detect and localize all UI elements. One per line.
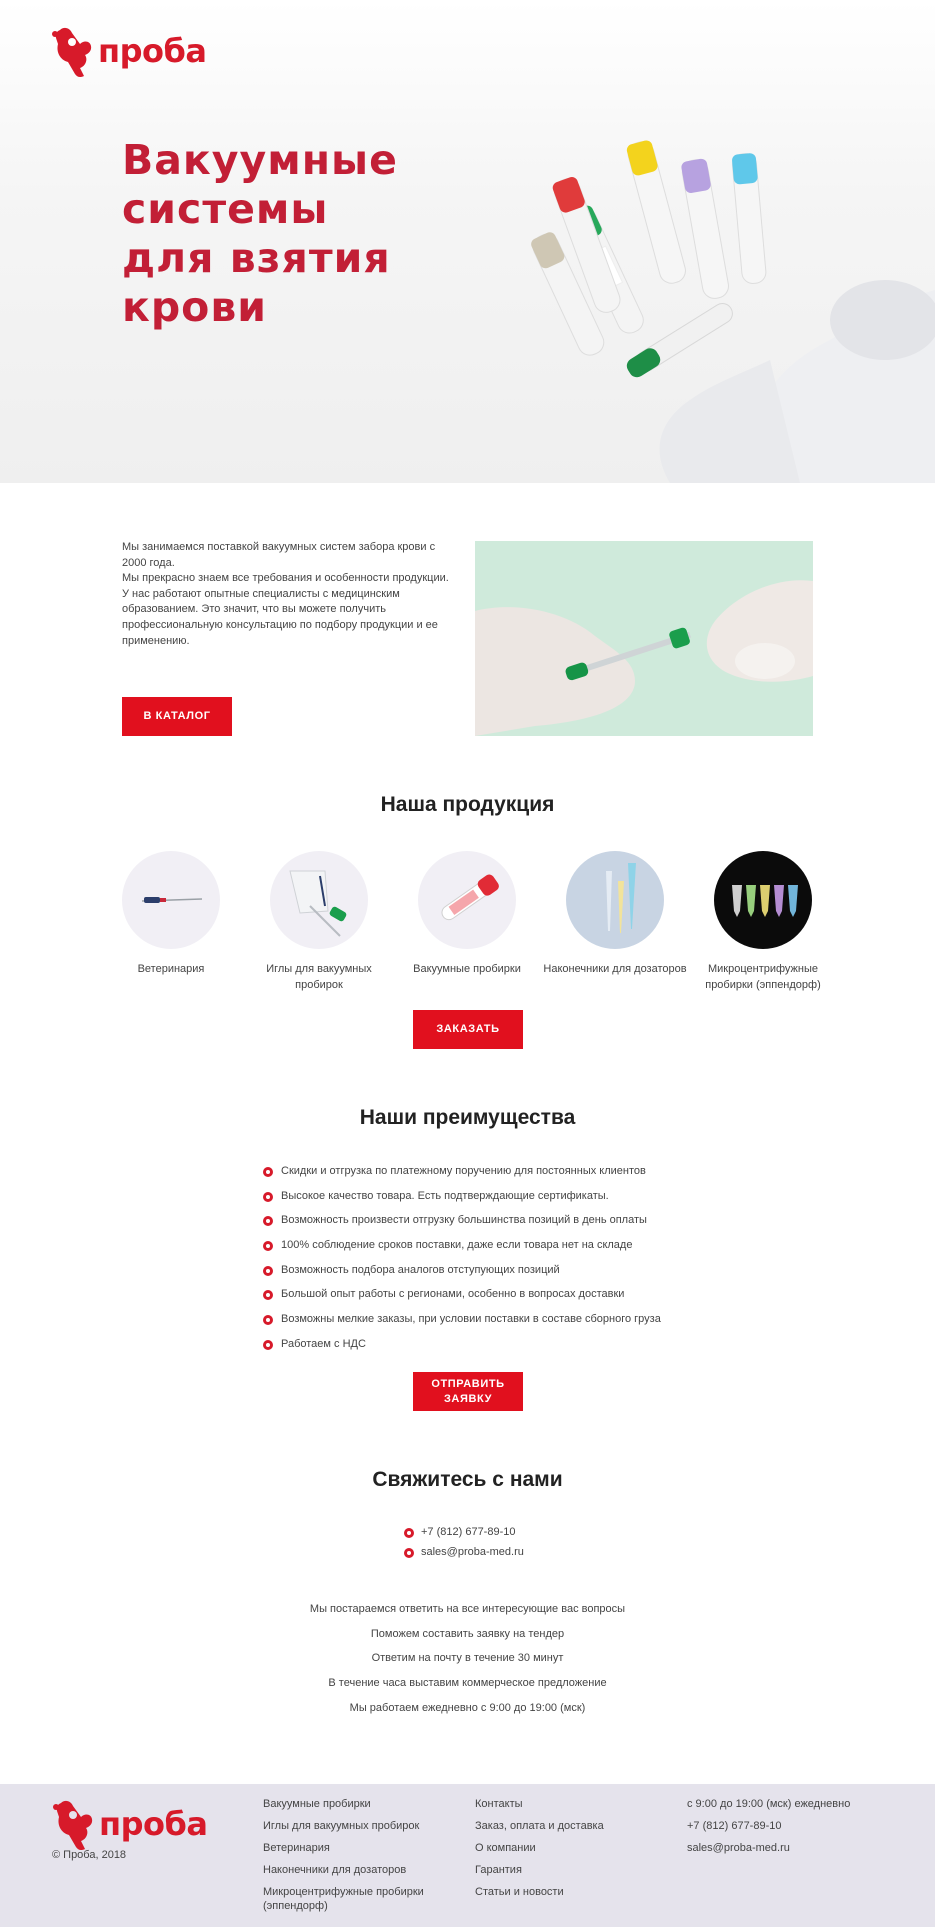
advantages-list [263, 1163, 723, 1361]
product-image [122, 851, 220, 949]
hero-section [0, 0, 935, 483]
catalog-button[interactable]: В КАТАЛОГ [122, 697, 232, 736]
bullet-icon [263, 1340, 273, 1350]
footer-logo[interactable] [51, 1797, 207, 1851]
info-line: Поможем составить заявку на тендер [370, 1627, 565, 1640]
hand-logo-icon [50, 24, 96, 78]
product-item[interactable] [540, 851, 690, 977]
footer-link[interactable]: Ветеринария [263, 1842, 330, 1854]
email-link[interactable]: sales@proba-med.ru [404, 1544, 604, 1564]
hero-title-line: для взятия [122, 234, 391, 282]
intro-paragraph: У нас работают опытные специалисты с медицинским образованием. Это значит, что вы можете получить профессиональную консультацию по подбору продукции и ее применению. [122, 587, 438, 647]
footer-products-links [263, 1797, 453, 1921]
advantages-title: Наши преимущества [359, 1106, 576, 1129]
hero-title [122, 136, 442, 332]
info-line: Ответим на почту в течение 30 минут [371, 1652, 564, 1665]
logo-text: проба [99, 1805, 208, 1843]
footer-phone[interactable]: +7 (812) 677-89-10 [687, 1820, 782, 1832]
product-label: Наконечники для дозаторов [543, 963, 687, 975]
intro-paragraph: Мы прекрасно знаем все требования и особенности продукции. [122, 572, 449, 585]
product-item[interactable] [688, 851, 838, 993]
contacts-list [404, 1524, 604, 1564]
product-image [418, 851, 516, 949]
bullet-icon [263, 1315, 273, 1325]
hero-title-line: системы [122, 185, 329, 233]
products-grid [122, 851, 822, 991]
needle-icon [122, 851, 220, 949]
product-item[interactable] [392, 851, 542, 977]
bullet-icon [404, 1548, 414, 1558]
bullet-icon [263, 1192, 273, 1202]
product-image [566, 851, 664, 949]
logo[interactable] [50, 24, 206, 78]
list-item: Работаем с НДС [263, 1336, 723, 1361]
bullet-icon [263, 1241, 273, 1251]
phone-link[interactable]: +7 (812) 677-89-10 [404, 1524, 604, 1544]
contact-info [0, 1601, 935, 1724]
hand-logo-icon [51, 1797, 97, 1851]
footer-link[interactable]: Гарантия [475, 1864, 522, 1876]
logo-text: проба [98, 32, 207, 70]
hands-needle-image [475, 541, 813, 736]
footer-link[interactable]: Контакты [475, 1798, 523, 1810]
footer-hours: с 9:00 до 19:00 (мск) ежедневно [687, 1798, 851, 1810]
footer-link[interactable]: Наконечники для дозаторов [263, 1864, 407, 1876]
bullet-icon [263, 1216, 273, 1226]
hero-title-line: крови [122, 283, 268, 331]
list-item: 100% соблюдение сроков поставки, даже если товара нет на складе [263, 1237, 723, 1262]
footer-link[interactable]: Вакуумные пробирки [263, 1798, 371, 1810]
send-request-button[interactable]: ОТПРАВИТЬ ЗАЯВКУ [413, 1372, 523, 1411]
list-item: Возможность подбора аналогов отступующих позиций [263, 1262, 723, 1287]
copyright: © Проба, 2018 [52, 1849, 127, 1861]
product-item[interactable] [244, 851, 394, 993]
info-line: В течение часа выставим коммерческое предложение [328, 1677, 607, 1690]
footer-link[interactable]: Микроцентрифужные пробирки (эппендорф) [263, 1886, 424, 1912]
list-item: Возможность произвести отгрузку большинства позиций в день оплаты [263, 1212, 723, 1237]
products-title: Наша продукция [380, 793, 555, 816]
product-label: Вакуумные пробирки [413, 963, 521, 975]
order-button[interactable]: ЗАКАЗАТЬ [413, 1010, 523, 1049]
info-line: Мы работаем ежедневно с 9:00 до 19:00 (мск) [349, 1701, 586, 1714]
bullet-icon [263, 1167, 273, 1177]
product-label: Ветеринария [137, 963, 205, 975]
product-label: Микроцентрифужные пробирки (эппендорф) [705, 963, 821, 991]
bullet-icon [263, 1290, 273, 1300]
intro-text [122, 540, 452, 649]
list-item: Высокое качество товара. Есть подтверждающие сертификаты. [263, 1188, 723, 1213]
footer-email[interactable]: sales@proba-med.ru [687, 1842, 790, 1854]
tube-icon [418, 851, 516, 949]
list-item: Большой опыт работы с регионами, особенно в вопросах доставки [263, 1286, 723, 1311]
list-item: Скидки и отгрузка по платежному поручению для постоянных клиентов [263, 1163, 723, 1188]
product-image [714, 851, 812, 949]
bullet-icon [263, 1266, 273, 1276]
footer-link[interactable]: Статьи и новости [475, 1886, 564, 1898]
product-image [270, 851, 368, 949]
footer-link[interactable]: О компании [475, 1842, 536, 1854]
bullet-icon [404, 1528, 414, 1538]
microtubes-icon [714, 851, 812, 949]
footer-link[interactable]: Заказ, оплата и доставка [475, 1820, 604, 1832]
info-line: Мы постараемся ответить на все интересующие вас вопросы [309, 1603, 626, 1615]
list-item: Возможны мелкие заказы, при условии поставки в составе сборного груза [263, 1311, 723, 1336]
footer-contacts [687, 1797, 907, 1863]
hero-tubes-image [500, 120, 935, 483]
footer-link[interactable]: Иглы для вакуумных пробирок [263, 1820, 420, 1832]
product-label: Иглы для вакуумных пробирок [266, 963, 372, 991]
product-item[interactable] [96, 851, 246, 977]
footer [0, 1784, 935, 1927]
holder-icon [270, 851, 368, 949]
contact-title: Свяжитесь с нами [372, 1468, 563, 1491]
pipette-tips-icon [566, 851, 664, 949]
footer-info-links [475, 1797, 655, 1907]
intro-paragraph: Мы занимаемся поставкой вакуумных систем забора крови с 2000 года. [122, 541, 436, 569]
hero-title-line: Вакуумные [122, 136, 398, 184]
